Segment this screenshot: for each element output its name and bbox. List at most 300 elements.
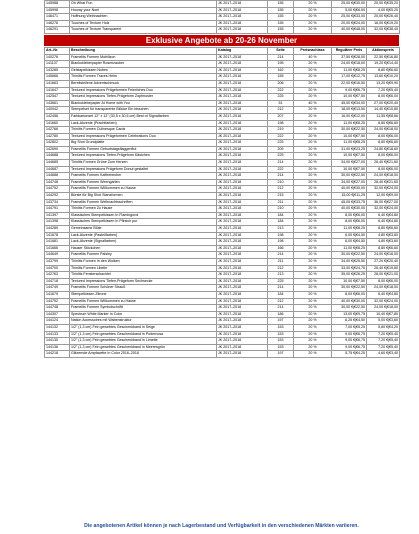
page-cell: 211	[268, 258, 294, 265]
description-cell: Klassisches Stempelkissen In Flamingorot	[70, 212, 217, 219]
discount-cell: 20 %	[294, 298, 332, 305]
art-nr-cell: 143734	[45, 199, 70, 206]
page-cell: 215	[268, 193, 294, 200]
regular-price-cell: 31,00 €|€23,25	[332, 146, 367, 153]
sale-price-cell: 28,00 €|€21,00	[367, 272, 400, 279]
art-nr-cell: 146291	[45, 27, 70, 34]
table-row	[45, 107, 400, 114]
catalog-cell: JK 2017–2018	[217, 107, 268, 114]
regular-price-cell: 8,00 €|€6,00	[332, 212, 367, 219]
regular-price-cell: 11,00 €|€8,25	[332, 245, 367, 252]
discount-cell: 20 %	[294, 351, 332, 358]
page-cell: 207	[268, 113, 294, 120]
sale-price-cell: 26,40 €|€21,60	[367, 160, 400, 167]
catalog-cell: JK 2017–2018	[217, 74, 268, 81]
description-cell: Lack-Akzente (Signalfarben)	[70, 239, 217, 246]
regular-price-cell: 40,00 €|€30,00	[332, 206, 367, 213]
sale-price-cell: 8,80 €|€6,60	[367, 67, 400, 74]
description-cell: 1/2" (1,3 cm) Feln gewebtes Geschenkband in Meeresgrün	[70, 344, 217, 351]
regular-price-cell: 11,00 €|€8,25	[332, 140, 367, 147]
discount-cell: 20 %	[294, 140, 332, 147]
discount-cell: 40 %	[294, 100, 332, 107]
catalog-cell: JK 2017–2018	[217, 67, 268, 74]
catalog-cell: JK 2017–2018	[217, 311, 268, 318]
table-row	[45, 166, 400, 173]
catalog-cell: JK 2017–2018	[217, 1, 268, 8]
page-cell: 214	[268, 252, 294, 259]
description-cell: Hoffnung Weihnachten	[70, 14, 217, 21]
sale-price-cell: 36,00 €|€27,00	[367, 199, 400, 206]
sale-price-cell: 4,00 €|€5,20	[367, 7, 400, 14]
description-cell: Thinlits Formen Grüne Zum Herzen	[70, 160, 217, 167]
table-row	[45, 133, 400, 140]
regular-price-cell: 20,00 €|€24,00	[332, 20, 367, 27]
sale-price-cell: 8,80 €|€6,60	[367, 245, 400, 252]
sale-price-cell: 12,00 €|€9,00	[367, 193, 400, 200]
catalog-cell: JK 2017–2018	[217, 278, 268, 285]
table-row	[45, 338, 400, 345]
description-cell: Spectrum White Marker In Color	[70, 311, 217, 318]
table-row	[45, 67, 400, 74]
catalog-cell: JK 2017–2018	[217, 252, 268, 259]
page-cell: 213	[268, 226, 294, 233]
art-nr-cell: 141663	[45, 80, 70, 87]
catalog-cell: JK 2017–2018	[217, 258, 268, 265]
art-nr-cell: 144136	[45, 344, 70, 351]
catalog-cell: JK 2017–2018	[217, 318, 268, 325]
sale-price-cell: 16,00 €|€19,20	[367, 20, 400, 27]
sale-price-cell: 10,40 €|€7,80	[367, 311, 400, 318]
catalog-cell: JK 2017–2018	[217, 54, 268, 61]
regular-price-cell: 34,00 €|€27,00	[332, 160, 367, 167]
sale-price-cell: 7,20 €|€5,40	[367, 87, 400, 94]
discount-cell: 20 %	[294, 80, 332, 87]
page-cell: 219	[268, 127, 294, 134]
catalog-cell: JK 2017–2018	[217, 219, 268, 226]
art-nr-cell: 141647	[45, 87, 70, 94]
regular-price-cell: 7,00 €|€5,25	[332, 324, 367, 331]
regular-price-cell: 18,00 €|€13,50	[332, 107, 367, 114]
regular-price-cell: 25,00 €|€30,00	[332, 1, 367, 8]
table-row	[45, 226, 400, 233]
discount-cell: 20 %	[294, 272, 332, 279]
page-cell: 186	[268, 311, 294, 318]
catalog-cell: JK 2017–2018	[217, 20, 268, 27]
catalog-cell: JK 2017–2018	[217, 212, 268, 219]
art-nr-cell: 145988	[45, 1, 70, 8]
art-nr-cell: 141660	[45, 120, 70, 127]
sale-price-cell: 14,40 €|€10,80	[367, 107, 400, 114]
regular-price-cell: 30,00 €|€22,50	[332, 127, 367, 134]
discount-cell: 20 %	[294, 206, 332, 213]
sale-price-cell: 32,00 €|€24,00	[367, 206, 400, 213]
table-row	[45, 153, 400, 160]
description-cell: Blankoklebepapier At Home with You	[70, 100, 217, 107]
page-cell: 198	[268, 239, 294, 246]
regular-price-cell: 37,50 €|€28,00	[332, 54, 367, 61]
description-cell: Lack-Akzente (Prachtfarben)	[70, 120, 217, 127]
regular-price-cell: 9,00 €|€6,75	[332, 344, 367, 351]
table-row	[45, 20, 400, 27]
sale-price-cell: 24,00 €|€18,00	[367, 285, 400, 292]
table-row	[45, 258, 400, 265]
description-cell: Framelits Formen Symbolschriftt	[70, 305, 217, 312]
discount-cell: 20 %	[294, 179, 332, 186]
sale-price-cell: 7,20 €|€5,40	[367, 344, 400, 351]
catalog-cell: JK 2017–2018	[217, 239, 268, 246]
art-nr-cell: 146471	[45, 14, 70, 21]
regular-price-cell: 5,75 €|€4,25	[332, 351, 367, 358]
sale-price-cell: 13,20 €|€9,90	[367, 80, 400, 87]
regular-price-cell: 30,00 €|€22,50	[332, 305, 367, 312]
description-cell: Touches of Texture Holz	[70, 20, 217, 27]
page-cell: 212	[268, 107, 294, 114]
regular-price-cell: 13,00 €|€9,75	[332, 311, 367, 318]
sale-price-cell: 8,80 €|€6,60	[367, 120, 400, 127]
art-nr-cell: 144748	[45, 305, 70, 312]
art-nr-cell: 144749	[45, 285, 70, 292]
description-cell: Lack-Akzente (Pastellfarben)	[70, 232, 217, 239]
page-cell: 153	[268, 331, 294, 338]
description-cell: Bereitstellene Adventschmuck	[70, 80, 217, 87]
page-cell: 210	[268, 179, 294, 186]
sale-price-cell: 24,00 €|€18,00	[367, 173, 400, 180]
description-cell: Nation Accessoires mit Wabenstruktur	[70, 318, 217, 325]
description-cell: Textured Impressions Tiefen-Prägeform Sechsecke	[70, 278, 217, 285]
regular-price-cell: 45,00 €|€33,75	[332, 199, 367, 206]
art-nr-cell: 144135	[45, 338, 70, 345]
table-row	[45, 305, 400, 312]
description-cell: Thinlits Formen In den Wolken	[70, 258, 217, 265]
sale-price-cell: 27,00 €|€20,40	[367, 100, 400, 107]
discount-cell: 20 %	[294, 107, 332, 114]
sale-price-cell: 8,00 €|€6,00	[367, 153, 400, 160]
art-nr-cell: 141678	[45, 232, 70, 239]
table-row	[45, 127, 400, 134]
page-cell: 197	[268, 318, 294, 325]
page-cell: 162	[268, 67, 294, 74]
regular-price-cell: 24,00 €|€18,00	[332, 61, 367, 68]
table-row	[45, 298, 400, 305]
description-cell: Textured Impressions Tiefen-Prägeform Kästchen	[70, 153, 217, 160]
art-nr-cell: 144132	[45, 324, 70, 331]
regular-price-cell: 45,00 €|€34,00	[332, 100, 367, 107]
description-cell: Framelits Formen Schöner Strauß	[70, 285, 217, 292]
art-nr-cell: 144124	[45, 318, 70, 325]
discount-cell: 20 %	[294, 127, 332, 134]
table-row	[45, 285, 400, 292]
sale-price-cell: 8,00 €|€6,00	[367, 278, 400, 285]
page-cell: 214	[268, 54, 294, 61]
art-nr-cell: 146278	[45, 20, 70, 27]
page-cell: 155	[268, 7, 294, 14]
description-cell: Framelits Formen Mobilizon	[70, 54, 217, 61]
page-cell: 206	[268, 80, 294, 87]
catalog-cell: JK 2017–2018	[217, 232, 268, 239]
sale-price-cell: 5,00 €|€3,60	[367, 318, 400, 325]
catalog-cell: JK 2017–2018	[217, 193, 268, 200]
table-row	[45, 61, 400, 68]
discount-cell: 20 %	[294, 61, 332, 68]
art-nr-cell: 143799	[45, 258, 70, 265]
page-cell: 51	[268, 100, 294, 107]
sale-price-cell: 24,00 €|€18,00	[367, 305, 400, 312]
table-row	[45, 54, 400, 61]
regular-price-cell: 10,00 €|€7,50	[332, 166, 367, 173]
catalog-cell: JK 2017–2018	[217, 324, 268, 331]
discount-cell: 20 %	[294, 285, 332, 292]
regular-price-cell: 6,00 €|€4,50	[332, 232, 367, 239]
art-nr-cell: 142766	[45, 127, 70, 134]
regular-price-cell: 35,00 €|€26,25	[332, 272, 367, 279]
regular-price-cell: 40,00 €|€30,00	[332, 298, 367, 305]
discount-cell: 20 %	[294, 146, 332, 153]
art-nr-cell: 140276	[45, 54, 70, 61]
art-nr-cell: 144688	[45, 173, 70, 180]
art-nr-cell: 144718	[45, 278, 70, 285]
table-row	[45, 173, 400, 180]
discount-cell: 20 %	[294, 344, 332, 351]
table-row	[45, 100, 400, 107]
art-nr-cell: 142456	[45, 113, 70, 120]
catalog-cell: JK 2017–2018	[217, 166, 268, 173]
art-nr-cell: 144649	[45, 252, 70, 259]
description-cell: Big Shot Grundplatte	[70, 140, 217, 147]
catalog-cell: JK 2017–2018	[217, 291, 268, 298]
table-row	[45, 219, 400, 226]
discount-cell: 20 %	[294, 173, 332, 180]
regular-price-cell: 10,00 €|€7,50	[332, 153, 367, 160]
regular-price-cell: 11,00 €|€8,25	[332, 67, 367, 74]
catalog-cell: JK 2017–2018	[217, 173, 268, 180]
discount-cell: 20 %	[294, 278, 332, 285]
catalog-cell: JK 2017–2018	[217, 120, 268, 127]
sale-price-cell: 32,00 €|€38,40	[367, 27, 400, 34]
page-cell: 214	[268, 305, 294, 312]
discount-cell: 20 %	[294, 311, 332, 318]
table-row	[45, 80, 400, 87]
description-cell: Framelits Formen Willkommen zu Hause	[70, 186, 217, 193]
sale-price-cell: 8,80 €|€6,60	[367, 140, 400, 147]
sale-price-cell: 20,00 €|€26,40	[367, 14, 400, 21]
sale-price-cell: 32,00 €|€24,00	[367, 298, 400, 305]
art-nr-cell: 141666	[45, 245, 70, 252]
table-row	[45, 206, 400, 213]
art-nr-cell: 145998	[45, 7, 70, 14]
regular-price-cell: 10,00 €|€7,50	[332, 278, 367, 285]
art-nr-cell: 141681	[45, 239, 70, 246]
catalog-cell: JK 2017–2018	[217, 331, 268, 338]
page-cell: 155	[268, 27, 294, 34]
catalog-cell: JK 2017–2018	[217, 146, 268, 153]
description-cell: Framelits Formen Weihnachtsschriften	[70, 199, 217, 206]
table-row	[45, 265, 400, 272]
sale-price-cell: 24,80 €|€18,60	[367, 146, 400, 153]
table-row	[45, 318, 400, 325]
page-cell: 222	[268, 133, 294, 140]
regular-price-cell: 34,00 €|€27,00	[332, 179, 367, 186]
regular-price-cell: 8,00 €|€6,00	[332, 219, 367, 226]
discount-cell: 20 %	[294, 212, 332, 219]
sale-price-cell: 8,80 €|€6,60	[367, 226, 400, 233]
price-list-document	[44, 0, 399, 358]
sale-price-cell: 28,40 €|€21,60	[367, 179, 400, 186]
table-row	[45, 14, 400, 21]
sale-price-cell: 4,60 €|€3,40	[367, 351, 400, 358]
discount-cell: 20 %	[294, 226, 332, 233]
discount-cell: 20 %	[294, 245, 332, 252]
art-nr-cell: 141679	[45, 291, 70, 298]
catalog-cell: JK 2017–2018	[217, 179, 268, 186]
table-row	[45, 74, 400, 81]
description-cell: Farbkartonset 12" x 12" (30,5 x 30,5 cm) Best of Signalfarben	[70, 113, 217, 120]
catalog-cell: JK 2017–2018	[217, 199, 268, 206]
page-cell: 214	[268, 285, 294, 292]
regular-price-cell: 22,00 €|€16,50	[332, 80, 367, 87]
discount-cell: 20 %	[294, 153, 332, 160]
discount-cell: 20 %	[294, 193, 332, 200]
catalog-cell: JK 2017–2018	[217, 94, 268, 101]
regular-price-cell: 11,00 €|€8,25	[332, 120, 367, 127]
page-cell: 212	[268, 298, 294, 305]
col-header-art: Art.-Nr.	[45, 47, 70, 54]
table-row	[45, 272, 400, 279]
table-row	[45, 212, 400, 219]
art-nr-cell: 142547	[45, 94, 70, 101]
art-nr-cell: 144688	[45, 153, 70, 160]
discount-cell: 20 %	[294, 20, 332, 27]
page-cell: 214	[268, 173, 294, 180]
top-price-table	[44, 0, 400, 34]
regular-price-cell: 16,00 €|€12,00	[332, 113, 367, 120]
availability-footnote: Die angebotenen Artikel können je nach Lagerbestand und Verfügbarkeit in den verschiedenen Märkten variieren.	[84, 523, 359, 529]
sale-price-cell: 8,00 €|€6,00	[367, 166, 400, 173]
catalog-cell: JK 2017–2018	[217, 226, 268, 233]
sale-price-cell: 6,40 €|€4,80	[367, 212, 400, 219]
description-cell: Textured Impressions Prägeformen Feierliches Duo	[70, 87, 217, 94]
catalog-cell: JK 2017–2018	[217, 113, 268, 120]
art-nr-cell: 142690	[45, 146, 70, 153]
catalog-cell: JK 2017–2018	[217, 27, 268, 34]
discount-cell: 20 %	[294, 258, 332, 265]
art-nr-cell: 144791	[45, 206, 70, 213]
regular-price-cell: 30,00 €|€22,50	[332, 285, 367, 292]
col-header-pct: Preisnachlass	[294, 47, 332, 54]
sale-price-cell: 7,20 €|€5,40	[367, 331, 400, 338]
art-nr-cell: 143661	[45, 100, 70, 107]
discount-cell: 20 %	[294, 331, 332, 338]
catalog-cell: JK 2017–2018	[217, 351, 268, 358]
discount-cell: 20 %	[294, 324, 332, 331]
regular-price-cell: 40,00 €|€30,00	[332, 186, 367, 193]
regular-price-cell: 10,00 €|€7,50	[332, 94, 367, 101]
description-cell: Framelits Formen Kaffeebecher	[70, 173, 217, 180]
discount-cell: 20 %	[294, 265, 332, 272]
table-row	[45, 344, 400, 351]
page-cell: 195	[268, 61, 294, 68]
art-nr-cell: 144133	[45, 331, 70, 338]
description-cell: Gelstapelkissen Nubes	[70, 67, 217, 74]
art-nr-cell: 142763	[45, 272, 70, 279]
table-row	[45, 239, 400, 246]
description-cell: Framelits Formen Geburtstagsflaggenflut	[70, 146, 217, 153]
art-nr-cell: 145666	[45, 74, 70, 81]
page-cell: 211	[268, 199, 294, 206]
table-row	[45, 179, 400, 186]
sale-price-cell: 26,40 €|€19,80	[367, 265, 400, 272]
sale-price-cell: 4,80 €|€3,60	[367, 239, 400, 246]
catalog-cell: JK 2017–2018	[217, 14, 268, 21]
regular-price-cell: 25,00 €|€33,00	[332, 14, 367, 21]
discount-cell: 20 %	[294, 305, 332, 312]
discount-cell: 20 %	[294, 199, 332, 206]
page-cell: 153	[268, 344, 294, 351]
table-row	[45, 311, 400, 318]
regular-price-cell: 30,00 €|€22,50	[332, 252, 367, 259]
sale-price-cell: 6,40 €|€4,80	[367, 291, 400, 298]
page-cell: 225	[268, 153, 294, 160]
discount-cell: 20 %	[294, 67, 332, 74]
discount-cell: 20 %	[294, 1, 332, 8]
art-nr-cell: 144752	[45, 186, 70, 193]
discount-cell: 20 %	[294, 133, 332, 140]
col-header-desc: Beschreibung	[70, 47, 217, 54]
discount-cell: 20 %	[294, 120, 332, 127]
discount-cell: 20 %	[294, 338, 332, 345]
catalog-cell: JK 2017–2018	[217, 153, 268, 160]
discount-cell: 20 %	[294, 291, 332, 298]
regular-price-cell: 10,00 €|€7,50	[332, 133, 367, 140]
description-cell: Framelits Formen Paisley	[70, 252, 217, 259]
page-cell: 155	[268, 1, 294, 8]
page-cell: 225	[268, 140, 294, 147]
description-cell: Textured Impressions Prägeformen Celebrations Duo	[70, 133, 217, 140]
discount-cell: 20 %	[294, 14, 332, 21]
art-nr-cell: 144292	[45, 193, 70, 200]
description-cell: Hauser Stöckchen	[70, 245, 217, 252]
art-nr-cell: 141397	[45, 212, 70, 219]
description-cell: Textured Impressions Tiefen-Prägeform Zopfmuster	[70, 94, 217, 101]
page-cell: 166	[268, 245, 294, 252]
page-cell: 214	[268, 160, 294, 167]
page-cell: 197	[268, 351, 294, 358]
catalog-cell: JK 2017–2018	[217, 344, 268, 351]
discount-cell: 20 %	[294, 113, 332, 120]
table-row	[45, 113, 400, 120]
table-row	[45, 94, 400, 101]
regular-price-cell: 34,00 €|€25,50	[332, 258, 367, 265]
page-cell: 209	[268, 146, 294, 153]
sale-price-cell: 11,55 €|€8,66	[367, 113, 400, 120]
discount-cell: 20 %	[294, 27, 332, 34]
table-row	[45, 324, 400, 331]
sale-price-cell: 8,00 €|€6,00	[367, 94, 400, 101]
description-cell: 1/2" (1,3 cm) Feln gewebtes Geschenkband in Limette	[70, 338, 217, 345]
sale-price-cell: 8,00 €|€6,00	[367, 133, 400, 140]
discount-cell: 20 %	[294, 74, 332, 81]
description-cell: Framelits Formen Weengarten	[70, 179, 217, 186]
description-cell: Touches of Texture Transparent	[70, 27, 217, 34]
sale-price-cell: 7,20 €|€5,40	[367, 338, 400, 345]
catalog-cell: JK 2017–2018	[217, 245, 268, 252]
page-cell: 212	[268, 186, 294, 193]
regular-price-cell: 30,00 €|€22,50	[332, 173, 367, 180]
page-cell: 155	[268, 14, 294, 21]
art-nr-cell: 144752	[45, 298, 70, 305]
page-cell: 155	[268, 20, 294, 27]
sale-price-cell: 5,60 €|€4,20	[367, 324, 400, 331]
table-row	[45, 146, 400, 153]
